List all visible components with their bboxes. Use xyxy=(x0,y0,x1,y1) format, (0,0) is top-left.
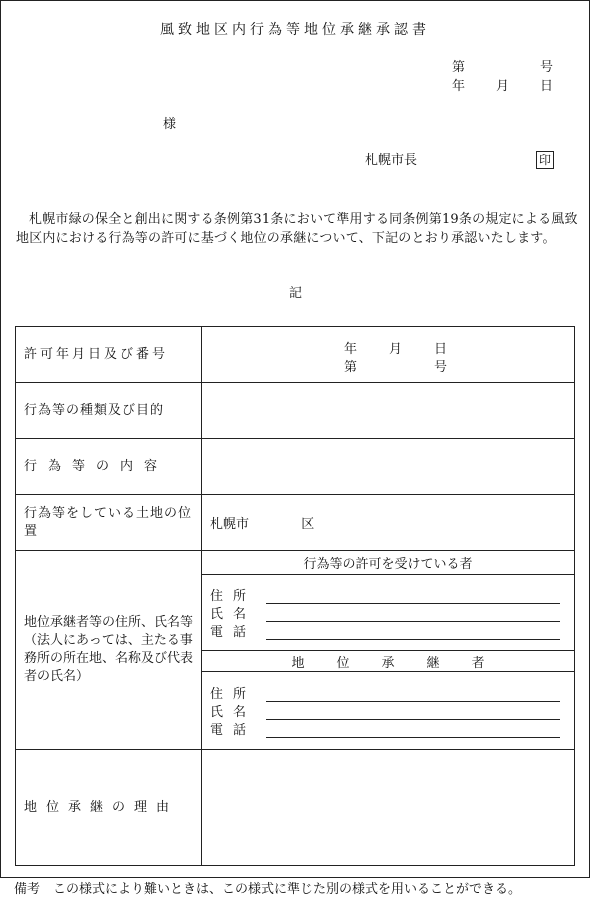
group1-address-line[interactable] xyxy=(266,591,560,604)
permit-dai: 第 xyxy=(344,359,358,375)
label-cell-permit xyxy=(16,327,202,383)
table-row-reason xyxy=(16,750,575,866)
label-cell-reason xyxy=(16,750,202,866)
value-cell-location[interactable] xyxy=(202,495,575,551)
permit-hi: 日 xyxy=(434,341,448,357)
label-cell-content xyxy=(16,439,202,495)
group2-address-line[interactable] xyxy=(266,689,560,702)
location-city: 札幌市 xyxy=(210,517,250,532)
group1-phone-field[interactable] xyxy=(210,622,560,640)
group1-header: 行為等の許可を受けている者 xyxy=(303,557,473,572)
issuer-name: 札幌市長 xyxy=(365,153,418,168)
label-cell-kind xyxy=(16,383,202,439)
group1-address-label: 住所 xyxy=(210,588,257,604)
group1-name-field[interactable] xyxy=(210,604,560,622)
reason-label: 地位承継の理由 xyxy=(24,799,179,815)
group2-phone-field[interactable] xyxy=(210,720,560,738)
label-cell-successor xyxy=(16,551,202,750)
group1-fields-cell xyxy=(202,575,575,651)
permit-go: 号 xyxy=(434,359,448,375)
doc-date-tsuki: 月 xyxy=(496,79,510,94)
group1-address-field[interactable] xyxy=(210,586,560,604)
group2-address-label: 住所 xyxy=(210,686,257,702)
group2-header-cell xyxy=(202,651,575,672)
document-title: 風致地区内行為等地位承継承認書 xyxy=(160,22,430,38)
table-row-permit xyxy=(16,327,575,383)
group2-header: 地位承継者 xyxy=(291,655,517,671)
table-row-successor-h1 xyxy=(16,551,575,575)
table-row-location xyxy=(16,495,575,551)
group2-name-label: 氏名 xyxy=(210,704,257,720)
successor-label: 地位承継者等の住所、氏名等（法人にあっては、主たる事務所の所在地、名称及び代表者の氏名） xyxy=(24,615,194,684)
value-cell-kind[interactable] xyxy=(202,383,575,439)
table-row-kind xyxy=(16,383,575,439)
group2-name-field[interactable] xyxy=(210,702,560,720)
seal-box: 印 xyxy=(536,151,554,169)
permit-value-block xyxy=(202,335,574,375)
group1-phone-line[interactable] xyxy=(266,627,560,640)
group1-phone-label: 電話 xyxy=(210,624,257,640)
value-cell-reason[interactable] xyxy=(202,750,575,866)
group2-fields-cell xyxy=(202,672,575,750)
content-label: 行為等の内容 xyxy=(24,458,169,474)
group1-name-line[interactable] xyxy=(266,609,560,622)
label-cell-location xyxy=(16,495,202,551)
doc-number-dai: 第 xyxy=(452,60,466,75)
group1-name-label: 氏名 xyxy=(210,606,257,622)
group2-name-line[interactable] xyxy=(266,707,560,720)
footnote: 備考 この様式により難いときは、この様式に準じた別の様式を用いることができる。 xyxy=(14,882,522,897)
seal-mark xyxy=(536,151,554,169)
value-cell-content[interactable] xyxy=(202,439,575,495)
permit-tsuki: 月 xyxy=(389,341,403,357)
group2-phone-label: 電話 xyxy=(210,722,257,738)
group1-header-cell xyxy=(202,551,575,575)
approval-form-table xyxy=(15,326,575,866)
document-body: 札幌市緑の保全と創出に関する条例第31条において準用する同条例第19条の規定による風致地区内における行為等の許可に基づく地位の承継について、下記のとおり承認いたします。 xyxy=(16,212,578,246)
group2-address-field[interactable] xyxy=(210,684,560,702)
location-ku: 区 xyxy=(301,517,315,532)
value-cell-permit[interactable] xyxy=(202,327,575,383)
permit-nen: 年 xyxy=(344,341,358,357)
doc-number-go: 号 xyxy=(540,60,554,75)
ki-label: 記 xyxy=(289,286,303,301)
location-label: 行為等をしている土地の位置 xyxy=(24,505,193,539)
permit-label: 許可年月日及び番号 xyxy=(24,346,169,362)
group2-phone-line[interactable] xyxy=(266,725,560,738)
addressee-suffix: 様 xyxy=(163,117,177,132)
doc-date-hi: 日 xyxy=(540,79,554,94)
doc-date-nen: 年 xyxy=(452,79,466,94)
kind-label: 行為等の種類及び目的 xyxy=(24,402,165,418)
table-row-content xyxy=(16,439,575,495)
